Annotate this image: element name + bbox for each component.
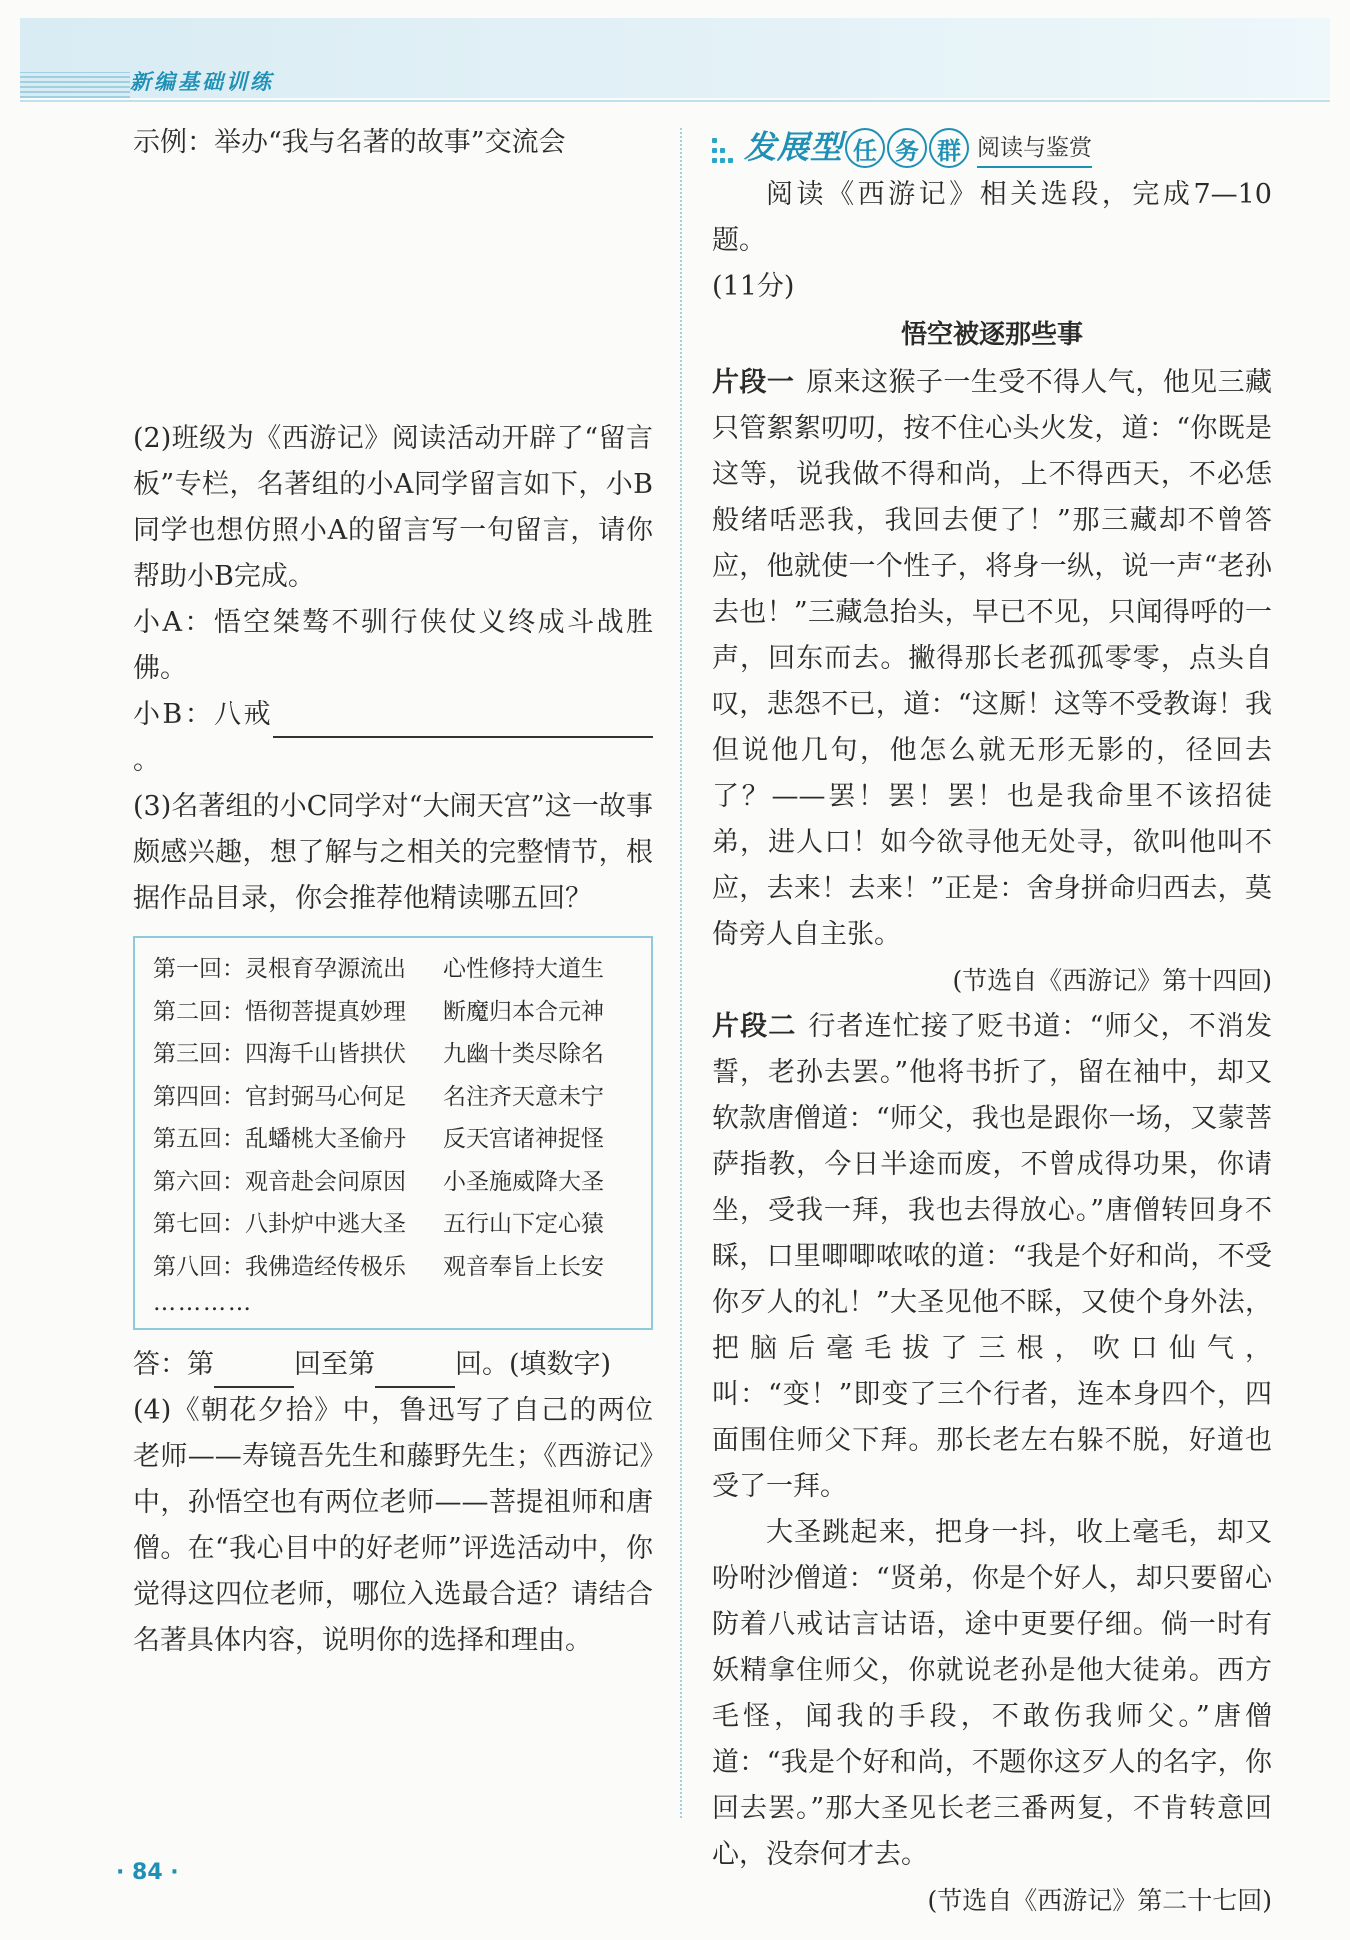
toc-row — [153, 1246, 637, 1289]
toc-title-a: 第四回：官封弼马心何足 — [153, 1083, 406, 1110]
header-line — [20, 100, 1330, 102]
left-column — [133, 120, 653, 1664]
question-2-line-b — [133, 692, 653, 784]
toc-title-a: 第八回：我佛造经传极乐 — [153, 1253, 406, 1280]
page-number: · 84 · — [116, 1860, 179, 1885]
answer-line — [133, 1342, 653, 1388]
toc-title-b: 九幽十类尽除名 — [443, 1041, 604, 1067]
right-column — [712, 120, 1272, 1924]
toc-title-b: 观音奉旨上长安 — [443, 1253, 604, 1280]
toc-row — [153, 1161, 637, 1204]
task-circle-char: 任 — [845, 128, 885, 168]
fragment-1-text: 原来这猴子一生受不得人气，他见三藏只管絮絮叨叨，按不住心头火发，道：“你既是这等，说我做不得和尚，上不得西天，不必恁般绪咶恶我，我回去便了！”那三藏却不曾答应，他就使一个性子，将身一纵，说一声“老孙去也！”三藏急抬头，早已不见，只闻得呼的一声，回东而去。撇得那长老孤孤零零，点头自叹，悲怨不已，道：“这厮！这等不受教诲！我但说他几句，他怎么就无形无影的，径回去了？——罢！罢！罢！也是我命里不该招徒弟，进人口！如今欲寻他无处寻，欲叫他叫不应，去来！去来！”正是：舍身拼命归西去，莫倚旁人自主张。 — [712, 367, 1273, 950]
fragment-1-source: (节选自《西游记》第十四回) — [952, 966, 1272, 995]
question-2: (2)班级为《西游记》阅读活动开辟了“留言板”专栏，名著组的小A同学留言如下，小B同学也想仿照小A的留言写一句留言，请你帮助小B完成。 — [133, 423, 653, 592]
toc-title-a: 第六回：观音赴会问原因 — [153, 1168, 406, 1195]
toc-row — [153, 948, 637, 991]
toc-title-b: 反天宫诸神捉怪 — [443, 1126, 604, 1152]
toc-row — [153, 1203, 637, 1246]
toc-title-b: 名注齐天意未宁 — [443, 1083, 604, 1110]
toc-title-b: 五行山下定心猿 — [443, 1211, 604, 1237]
toc-title-a: 第三回：四海千山皆拱伏 — [153, 1041, 406, 1067]
fill-blank-end[interactable] — [375, 1354, 455, 1388]
question-2-b-end: 。 — [133, 745, 160, 776]
section-title: 悟空被逐那些事 — [900, 320, 1083, 350]
header-title: 新编基础训练 — [130, 70, 274, 94]
header-stripes — [20, 72, 130, 98]
toc-ellipsis: ………… — [153, 1290, 253, 1316]
example-text: 示例：举办“我与名著的故事”交流会 — [133, 127, 566, 158]
fill-blank-start[interactable] — [214, 1354, 294, 1388]
question-2-sample-a: 小A：悟空桀骜不驯行侠仗义终成斗战胜佛。 — [133, 607, 653, 684]
toc-row — [153, 1033, 637, 1076]
toc-title-a: 第五回：乱蟠桃大圣偷丹 — [153, 1126, 406, 1152]
toc-title-a: 第一回：灵根育孕源流出 — [153, 956, 406, 982]
task-group-header — [712, 120, 1272, 168]
toc-row — [153, 1076, 637, 1119]
task-circle-char: 群 — [929, 128, 969, 168]
task-title: 发展型 — [744, 128, 844, 166]
toc-title-b: 心性修持大道生 — [443, 956, 604, 982]
fragment-2-tag: 片段二 — [712, 1011, 797, 1042]
answer-part-3: 回。(填数字) — [455, 1349, 612, 1380]
fragment-1-tag: 片段一 — [712, 367, 795, 398]
toc-title-b: 小圣施威降大圣 — [443, 1168, 604, 1195]
answer-part-1: 答：第 — [133, 1349, 214, 1380]
answer-space — [133, 166, 653, 416]
fragment-2-paragraph-2: 大圣跳起来，把身一抖，收上毫毛，却又吩咐沙僧道：“贤弟，你是个好人，却只要留心防着八戒诂言诂语，途中更要仔细。倘一时有妖精拿住师父，你就说老孙是他大徒弟。西方毛怪，闻我的手段，不敢伤我师父。”唐僧道：“我是个好和尚，不题你这歹人的名字，你回去罢。”那大圣见长老三番两复，不肯转意回心，没奈何才去。 — [712, 1517, 1272, 1870]
column-divider — [680, 128, 682, 1818]
toc-row — [153, 1118, 637, 1161]
question-4: (4)《朝花夕拾》中，鲁迅写了自己的两位老师——寿镜吾先生和藤野先生；《西游记》中，孙悟空也有两位老师——菩提祖师和唐僧。在“我心目中的好老师”评选活动中，你觉得这四位老师，哪位入选最合适？请结合名著具体内容，说明你的选择和理由。 — [133, 1395, 653, 1656]
fill-blank-b[interactable] — [273, 704, 653, 738]
fragment-2-source: (节选自《西游记》第二十七回) — [927, 1886, 1272, 1915]
reading-intro: 阅读《西游记》相关选段，完成7—10题。 — [712, 179, 1272, 256]
task-circle-char: 务 — [887, 128, 927, 168]
answer-part-2: 回至第 — [294, 1349, 375, 1380]
table-of-contents — [133, 936, 653, 1330]
toc-row — [153, 991, 637, 1034]
toc-title-a: 第七回：八卦炉中逃大圣 — [153, 1211, 406, 1237]
question-3: (3)名著组的小C同学对“大闹天宫”这一故事颇感兴趣，想了解与之相关的完整情节，根据作品目录，你会推荐他精读哪五回？ — [133, 791, 653, 914]
toc-title-b: 断魔归本合元神 — [443, 998, 604, 1025]
dots-icon — [712, 128, 734, 168]
reading-score: (11分) — [712, 271, 795, 302]
fragment-2-text: 行者连忙接了贬书道：“师父，不消发誓，老孙去罢。”他将书折了，留在袖中，却又软款唐僧道：“师父，我也是跟你一场，又蒙菩萨指教，今日半途而废，不曾成得功果，你请坐，受我一拜，我也去得放心。”唐僧转回身不睬，口里唧唧哝哝的道：“我是个好和尚，不受你歹人的礼！”大圣见他不睬，又使个身外法，把脑后毫毛拔了三根，吹口仙气，叫：“变！”即变了三个行者，连本身四个，四面围住师父下拜。那长老左右躲不脱，好道也受了一拜。 — [712, 1011, 1273, 1502]
task-subtitle: 阅读与鉴赏 — [977, 129, 1092, 168]
toc-title-a: 第二回：悟彻菩提真妙理 — [153, 998, 406, 1025]
fragment-1 — [712, 360, 1272, 958]
question-2-b-prefix: 小B：八戒 — [133, 699, 273, 730]
fragment-2 — [712, 1004, 1272, 1510]
